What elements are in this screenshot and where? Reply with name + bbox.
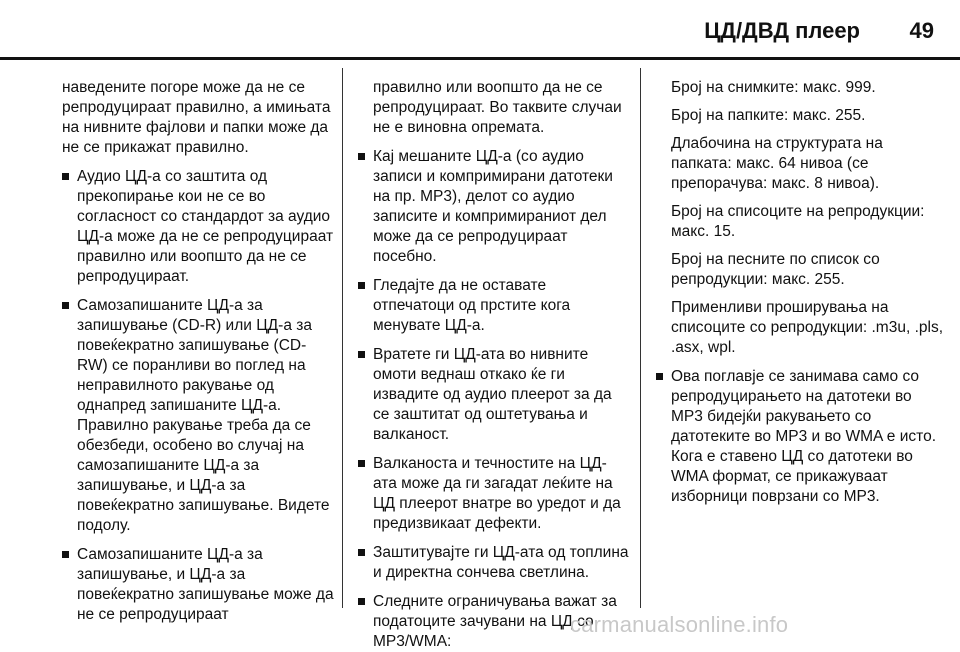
continuation-text: правилно или воопшто да не се репродуцираат. Во таквите случаи не е виновна опремата. bbox=[373, 79, 622, 136]
column-divider-left bbox=[342, 68, 343, 608]
bullet-icon bbox=[656, 373, 663, 380]
list-item bbox=[358, 147, 630, 267]
bullet-icon bbox=[358, 351, 365, 358]
list-item-text: Аудио ЦД-а со заштита од прекопирање кои не се во согласност со стандардот за аудио ЦД-а може да не се репродуцираат правилно или воопшто да не се репродуцираат. bbox=[77, 168, 334, 285]
section-title: ЦД/ДВД плеер bbox=[704, 18, 860, 43]
limit-line: Број на списоците на репродукции: макс. 15. bbox=[671, 203, 925, 240]
list-item bbox=[62, 296, 334, 536]
list-item-text: Заштитувајте ги ЦД-ата од топлина и директна сончева светлина. bbox=[373, 544, 629, 581]
limit-line: Број на снимките: макс. 999. bbox=[671, 79, 876, 96]
list-item bbox=[656, 367, 946, 507]
bullet-icon bbox=[358, 153, 365, 160]
list-item-text: Кај мешаните ЦД-а (со аудио записи и компримирани датотеки на пр. MP3), делот со аудио записите и компримираниот дел може да се репродуцираат посебно. bbox=[373, 148, 613, 265]
bullet-icon bbox=[62, 302, 69, 309]
list-item-text: Самозапишаните ЦД-а за запишување, и ЦД-а за повеќекратно запишување може да не се репродуцираат bbox=[77, 546, 334, 623]
list-item bbox=[358, 543, 630, 583]
list-item-text: Следните ограничувања важат за податоците зачувани на ЦД со MP3/WMA: bbox=[373, 593, 617, 650]
limit-line: Длабочина на структурата на папката: макс. 64 нивоа (се препорачува: макс. 8 нивоа). bbox=[671, 135, 883, 192]
list-item bbox=[358, 345, 630, 445]
bullet-icon bbox=[62, 173, 69, 180]
bullet-icon bbox=[358, 598, 365, 605]
bullet-icon bbox=[358, 549, 365, 556]
list-item-text: Самозапишаните ЦД-а за запишување (CD-R) или ЦД-а за повеќекратно запишување (CD-RW) се поранливи во поглед на неправилното ракување од однапред запишаните ЦД-а. Правилно ракување треба да се обезбеди, особено во случај на самозапишаните ЦД-а за запишување, и ЦД-а за повеќекратно запишување. Видете подолу. bbox=[77, 297, 330, 534]
watermark: carmanualsonline.info bbox=[570, 612, 789, 637]
bullet-icon bbox=[358, 460, 365, 467]
limit-line: Број на папките: макс. 255. bbox=[671, 107, 866, 124]
continuation-text: наведените погоре може да не се репродуцираат правилно, а имињата на нивните фајлови и папки може да не се прикажат правилно. bbox=[62, 79, 331, 156]
list-item-text: Ова поглавје се занимава само со репродуцирањето на датотеки во MP3 бидејќи ракувањето со датотеките во MP3 и во WMA е исто. Кога е ставено ЦД со датотеки во WMA формат, се прикажуваат изборници поврзани со MP3. bbox=[671, 368, 936, 505]
list-item bbox=[62, 167, 334, 287]
list-item bbox=[62, 545, 334, 625]
limit-line: Број на песните по список со репродукции: макс. 255. bbox=[671, 251, 880, 288]
header-rule bbox=[0, 57, 960, 60]
column-middle bbox=[358, 78, 630, 652]
list-item bbox=[358, 276, 630, 336]
limit-line: Применливи проширувања на списоците со репродукции: .m3u, .pls, .asx, wpl. bbox=[671, 299, 943, 356]
list-item bbox=[358, 454, 630, 534]
list-item-text: Вратете ги ЦД-ата во нивните омоти веднаш откако ќе ги извадите од аудио плеерот за да се заштитат од оштетувања и валканост. bbox=[373, 346, 612, 443]
list-item-text: Гледајте да не оставате отпечатоци од прстите кога менувате ЦД-а. bbox=[373, 277, 571, 334]
bullet-icon bbox=[62, 551, 69, 558]
page-number: 49 bbox=[909, 18, 934, 43]
list-item-text: Валканоста и течностите на ЦД-ата може да ги загадат леќите на ЦД плеерот внатре во уредот и да предизвикаат дефекти. bbox=[373, 455, 621, 532]
bullet-icon bbox=[358, 282, 365, 289]
column-right bbox=[656, 78, 946, 507]
column-divider-right bbox=[640, 68, 641, 608]
column-left bbox=[62, 78, 334, 625]
